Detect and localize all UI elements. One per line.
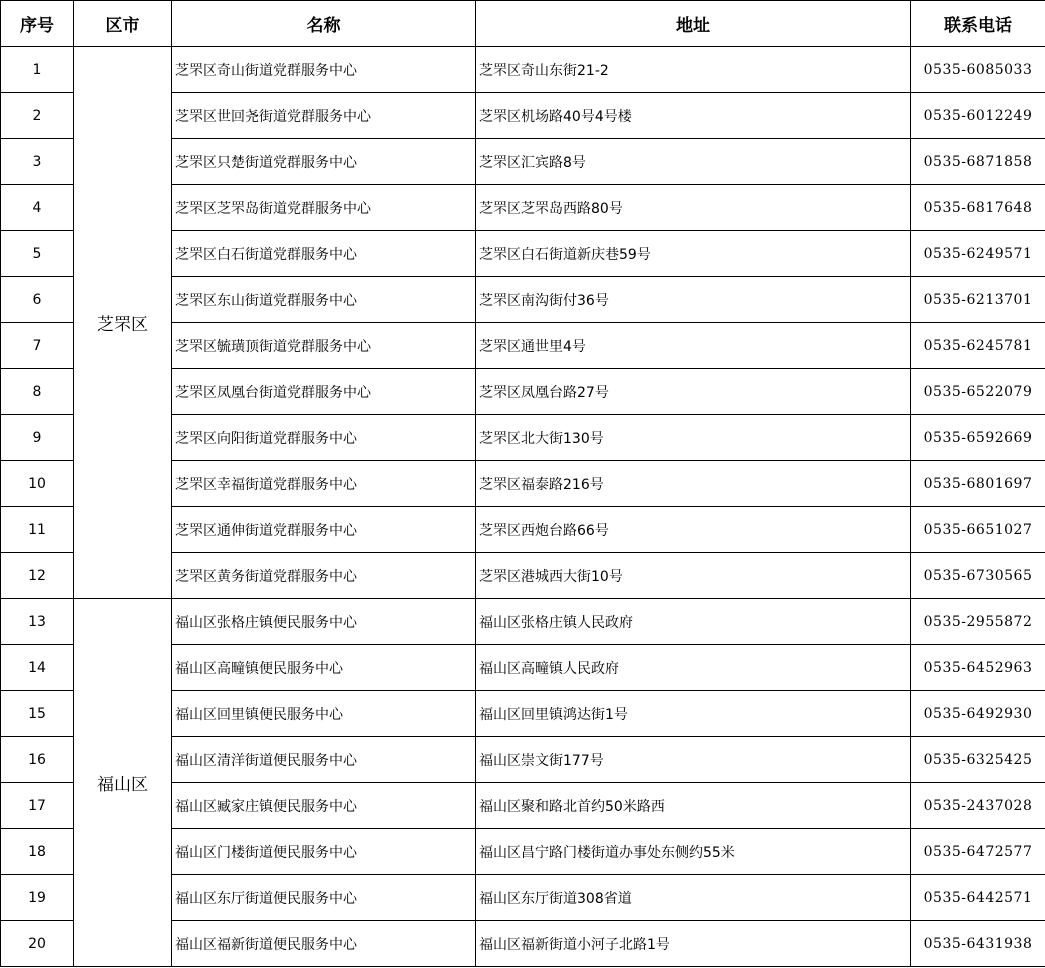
row-index: 19: [1, 875, 74, 921]
center-phone: 0535-6730565: [911, 553, 1045, 599]
row-index: 7: [1, 323, 74, 369]
center-name: 芝罘区向阳街道党群服务中心: [172, 415, 476, 461]
row-index: 2: [1, 93, 74, 139]
center-name: 芝罘区芝罘岛街道党群服务中心: [172, 185, 476, 231]
row-index: 14: [1, 645, 74, 691]
center-address: 芝罘区西炮台路66号: [476, 507, 911, 553]
center-name: 芝罘区黄务街道党群服务中心: [172, 553, 476, 599]
center-name: 福山区福新街道便民服务中心: [172, 921, 476, 967]
center-name: 芝罘区白石街道党群服务中心: [172, 231, 476, 277]
center-phone: 0535-6651027: [911, 507, 1045, 553]
center-address: 福山区福新街道小河子北路1号: [476, 921, 911, 967]
row-index: 18: [1, 829, 74, 875]
table-row: [1, 599, 1045, 645]
header-row: [1, 1, 1045, 47]
center-phone: 0535-6325425: [911, 737, 1045, 783]
center-phone: 0535-6801697: [911, 461, 1045, 507]
row-index: 1: [1, 47, 74, 93]
center-address: 福山区回里镇鸿达街1号: [476, 691, 911, 737]
center-phone: 0535-6871858: [911, 139, 1045, 185]
row-index: 16: [1, 737, 74, 783]
center-phone: 0535-6431938: [911, 921, 1045, 967]
row-index: 5: [1, 231, 74, 277]
row-index: 6: [1, 277, 74, 323]
center-phone: 0535-6012249: [911, 93, 1045, 139]
center-name: 芝罘区奇山街道党群服务中心: [172, 47, 476, 93]
district-cell: 芝罘区: [74, 47, 172, 599]
center-phone: 0535-6213701: [911, 277, 1045, 323]
center-name: 芝罘区世回尧街道党群服务中心: [172, 93, 476, 139]
center-address: 芝罘区南沟街付36号: [476, 277, 911, 323]
center-phone: 0535-6442571: [911, 875, 1045, 921]
center-address: 福山区聚和路北首约50米路西: [476, 783, 911, 829]
center-name: 芝罘区通伸街道党群服务中心: [172, 507, 476, 553]
center-address: 芝罘区福泰路216号: [476, 461, 911, 507]
center-address: 芝罘区北大街130号: [476, 415, 911, 461]
row-index: 11: [1, 507, 74, 553]
center-phone: 0535-2437028: [911, 783, 1045, 829]
center-address: 福山区昌宁路门楼街道办事处东侧约55米: [476, 829, 911, 875]
center-address: 芝罘区芝罘岛西路80号: [476, 185, 911, 231]
center-address: 芝罘区港城西大街10号: [476, 553, 911, 599]
center-address: 芝罘区汇宾路8号: [476, 139, 911, 185]
center-name: 福山区臧家庄镇便民服务中心: [172, 783, 476, 829]
center-phone: 0535-6592669: [911, 415, 1045, 461]
center-address: 芝罘区凤凰台路27号: [476, 369, 911, 415]
row-index: 17: [1, 783, 74, 829]
center-name: 芝罘区东山街道党群服务中心: [172, 277, 476, 323]
center-name: 芝罘区幸福街道党群服务中心: [172, 461, 476, 507]
row-index: 13: [1, 599, 74, 645]
center-address: 福山区高疃镇人民政府: [476, 645, 911, 691]
center-phone: 0535-6249571: [911, 231, 1045, 277]
row-index: 9: [1, 415, 74, 461]
center-address: 芝罘区机场路40号4号楼: [476, 93, 911, 139]
row-index: 4: [1, 185, 74, 231]
center-address: 芝罘区奇山东街21-2: [476, 47, 911, 93]
header-index: 序号: [1, 1, 74, 47]
center-phone: 0535-6085033: [911, 47, 1045, 93]
row-index: 20: [1, 921, 74, 967]
center-name: 芝罘区毓璜顶街道党群服务中心: [172, 323, 476, 369]
row-index: 3: [1, 139, 74, 185]
center-phone: 0535-6817648: [911, 185, 1045, 231]
header-address: 地址: [476, 1, 911, 47]
center-name: 福山区门楼街道便民服务中心: [172, 829, 476, 875]
center-address: 福山区崇文街177号: [476, 737, 911, 783]
center-name: 福山区清洋街道便民服务中心: [172, 737, 476, 783]
table-body: [1, 47, 1045, 967]
center-phone: 0535-6472577: [911, 829, 1045, 875]
row-index: 10: [1, 461, 74, 507]
row-index: 12: [1, 553, 74, 599]
center-name: 福山区回里镇便民服务中心: [172, 691, 476, 737]
center-name: 芝罘区凤凰台街道党群服务中心: [172, 369, 476, 415]
center-address: 芝罘区通世里4号: [476, 323, 911, 369]
row-index: 8: [1, 369, 74, 415]
district-cell: 福山区: [74, 599, 172, 967]
center-phone: 0535-6522079: [911, 369, 1045, 415]
table-row: [1, 47, 1045, 93]
header-name: 名称: [172, 1, 476, 47]
row-index: 15: [1, 691, 74, 737]
center-phone: 0535-6492930: [911, 691, 1045, 737]
center-phone: 0535-2955872: [911, 599, 1045, 645]
center-name: 福山区东厅街道便民服务中心: [172, 875, 476, 921]
header-phone: 联系电话: [911, 1, 1045, 47]
center-name: 福山区高疃镇便民服务中心: [172, 645, 476, 691]
center-name: 福山区张格庄镇便民服务中心: [172, 599, 476, 645]
center-phone: 0535-6452963: [911, 645, 1045, 691]
center-address: 福山区张格庄镇人民政府: [476, 599, 911, 645]
header-district: 区市: [74, 1, 172, 47]
center-name: 芝罘区只楚街道党群服务中心: [172, 139, 476, 185]
center-address: 福山区东厅街道308省道: [476, 875, 911, 921]
center-phone: 0535-6245781: [911, 323, 1045, 369]
center-address: 芝罘区白石街道新庆巷59号: [476, 231, 911, 277]
